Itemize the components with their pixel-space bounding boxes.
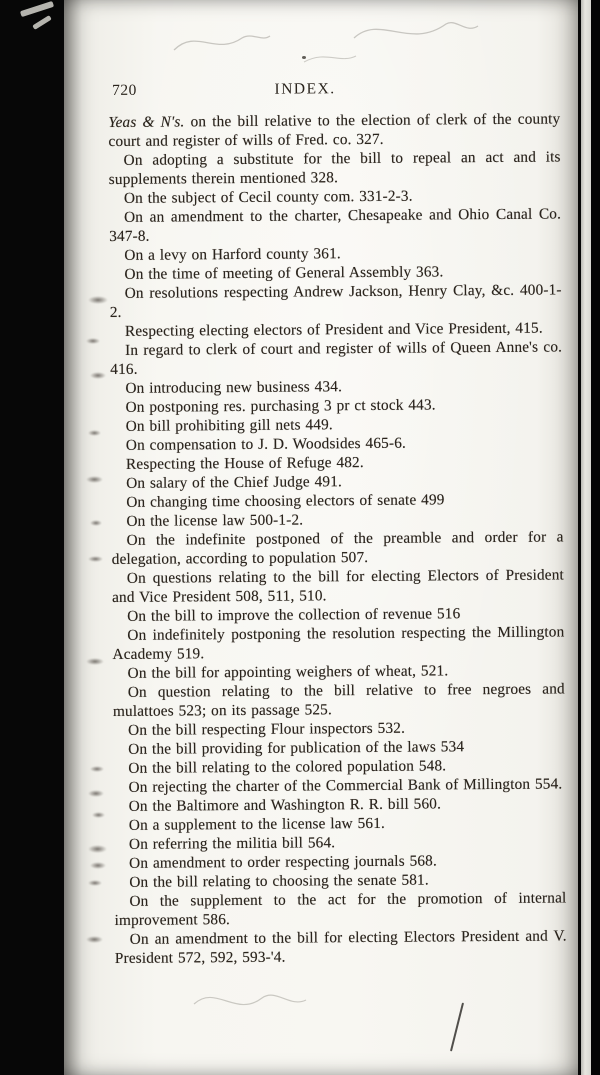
index-entry: On the bill to improve the collection of revenue 516 xyxy=(127,605,461,625)
index-list xyxy=(108,109,567,968)
page-header-row xyxy=(108,78,560,102)
entry-lead-italic: Yeas & N's. xyxy=(108,113,185,131)
index-entry: On the bill relating to choosing the senate 581. xyxy=(129,871,429,891)
pencil-marks-bottom xyxy=(184,978,324,1026)
index-entry: On salary of the Chief Judge 491. xyxy=(126,473,343,492)
index-entry: On an amendment to the bill for electing Electors President and V. President 572, 592, 593-'4. xyxy=(114,927,567,967)
stray-mark xyxy=(450,1003,464,1052)
index-entry: On postponing res. purchasing 3 pr ct stock 443. xyxy=(125,396,436,416)
index-entry: On the time of meeting of General Assembly 363. xyxy=(124,263,444,283)
ink-smudge xyxy=(90,862,106,869)
scan-edge xyxy=(591,0,600,1075)
ink-smudge xyxy=(88,556,103,562)
ink-smudge xyxy=(90,766,104,772)
ink-smudge xyxy=(88,296,108,304)
ink-smudge xyxy=(92,812,105,818)
index-entry: On the Baltimore and Washington R. R. bill 560. xyxy=(128,795,442,815)
ink-smudge xyxy=(90,372,106,379)
index-entry: On a supplement to the license law 561. xyxy=(128,814,386,834)
index-entry: On indefinitely postponing the resolution respecting the Millington Academy 519. xyxy=(112,623,565,663)
index-entry: On adopting a substitute for the bill to repeal an act and its supplements therein mentioned 328. xyxy=(108,148,561,188)
index-entry: On an amendment to the charter, Chesapeake and Ohio Canal Co. 347-8. xyxy=(109,205,562,245)
index-entry: On the bill relating to the colored population 548. xyxy=(128,757,447,777)
index-entry: On referring the militia bill 564. xyxy=(128,834,336,853)
index-entry: Respecting the House of Refuge 482. xyxy=(125,454,364,473)
index-entry: On question relating to the bill relative to free negroes and mulattoes 523; on its passage 525. xyxy=(112,680,565,720)
ink-smudge xyxy=(86,936,103,943)
ink-smudge xyxy=(86,658,104,665)
index-entry: On amendment to order respecting journals 568. xyxy=(129,852,437,872)
ink-smudge xyxy=(88,790,104,797)
text-block xyxy=(108,78,567,968)
index-entry: On the indefinite postponed of the preamble and order for a delegation, according to population 507. xyxy=(111,528,564,568)
index-entry: On compensation to J. D. Woodsides 465-6. xyxy=(125,434,407,454)
index-entry: On changing time choosing electors of senate 499 xyxy=(126,491,445,511)
scratch-mark xyxy=(32,15,52,30)
pencil-marks xyxy=(154,8,524,70)
ink-smudge xyxy=(88,430,101,436)
index-entry: On the bill respecting Flour inspectors 532. xyxy=(128,719,406,739)
page-surface xyxy=(64,0,578,1075)
ink-smudge xyxy=(90,520,102,526)
index-entry: Yeas & N's. on the bill relative to the election of clerk of the county court and register of wills of Fred. co. 327. xyxy=(108,110,561,150)
index-entry: In regard to clerk of court and register of wills of Queen Anne's co. 416. xyxy=(110,338,563,378)
running-head: INDEX. xyxy=(274,80,336,98)
index-entry: On the license law 500-1-2. xyxy=(126,511,304,530)
index-entry: On rejecting the charter of the Commercial Bank of Millington 554. xyxy=(128,775,563,796)
index-entry: On bill prohibiting gill nets 449. xyxy=(125,416,333,435)
ink-smudge xyxy=(86,476,103,483)
ink-smudge xyxy=(88,880,102,886)
index-entry: On introducing new business 434. xyxy=(125,378,343,397)
index-entry: On a levy on Harford county 361. xyxy=(124,245,341,264)
index-entry: On the subject of Cecil county com. 331-2-3. xyxy=(123,187,413,207)
ink-smudge xyxy=(86,338,100,344)
scanner-strip xyxy=(581,0,591,1075)
index-entry: On the bill for appointing weighers of wheat, 521. xyxy=(127,662,449,682)
index-entry: On the bill providing for publication of the laws 534 xyxy=(128,738,465,758)
page-number: 720 xyxy=(111,81,137,99)
ink-speck xyxy=(302,56,306,59)
index-entry: On the supplement to the act for the promotion of internal improvement 586. xyxy=(114,889,567,929)
ink-smudge xyxy=(88,845,107,853)
index-entry: Respecting electing electors of President and Vice President, 415. xyxy=(124,319,543,340)
index-entry: On resolutions respecting Andrew Jackson, Henry Clay, &c. 400-1-2. xyxy=(109,281,562,321)
index-entry: On questions relating to the bill for electing Electors of President and Vice President 508, 511, 510. xyxy=(111,566,564,606)
